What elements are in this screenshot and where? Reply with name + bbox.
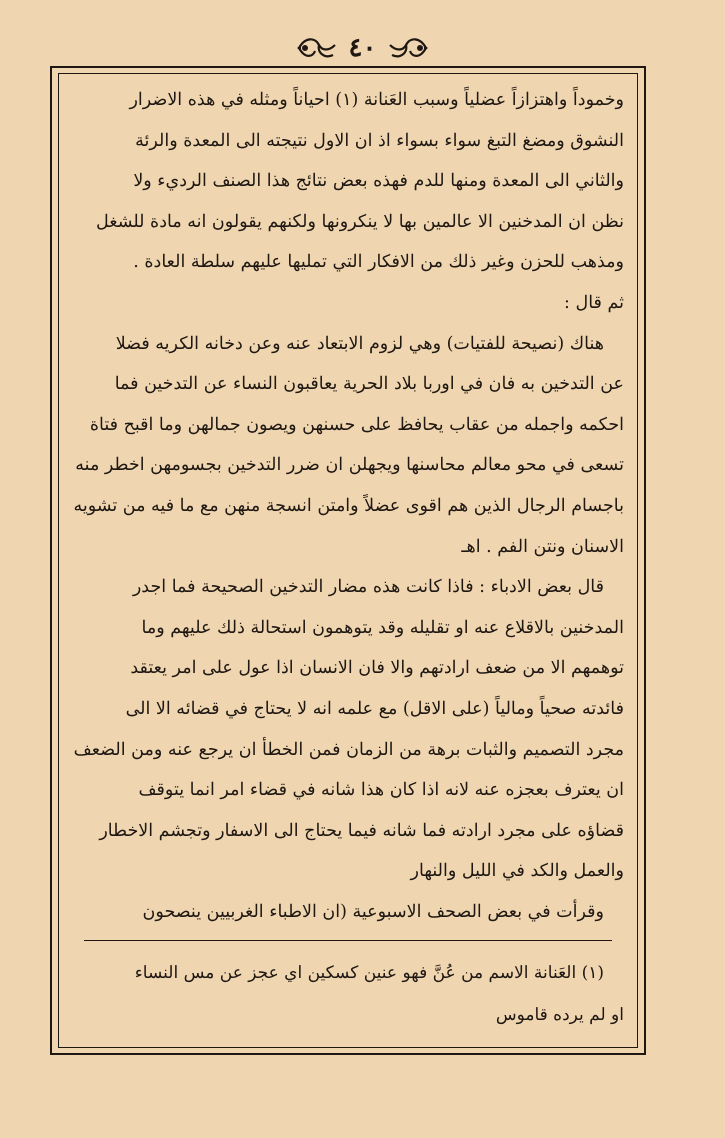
body-line: الاسنان ونتن الفم . اهـ	[461, 536, 624, 557]
body-line: النشوق ومضغ التبغ سواء بسواء اذ ان الاول نتيجته الى المعدة والرئة	[135, 130, 624, 151]
body-text	[68, 80, 624, 932]
body-line: قضاؤه على مجرد ارادته فما شانه فيما يحتاج الى الاسفار وتجشم الاخطار	[99, 820, 624, 841]
footnote-line: او لم يرده قاموس	[495, 1005, 624, 1025]
body-line: هناك (نصيحة للفتيات) وهي لزوم الابتعاد عنه وعن دخانه الكريه فضلا	[115, 333, 604, 354]
body-line: ثم قال :	[564, 292, 624, 313]
body-line: نظن ان المدخنين الا عالمين بها لا ينكرونها ولكنهم يقولون انه مادة للشغل	[96, 211, 624, 232]
body-line: باجسام الرجال الذين هم اقوى عضلاً وامتن انسجة منهن مع ما فيه من تشويه	[73, 495, 624, 516]
body-line: مجرد التصميم والثبات برهة من الزمان فمن الخطأ ان يرجع عنه ومن الضعف	[73, 739, 624, 760]
body-line: وقرأت في بعض الصحف الاسبوعية (ان الاطباء الغربيين ينصحون	[142, 901, 604, 922]
ornament-right-icon	[295, 33, 339, 63]
footnote-separator	[84, 940, 612, 941]
body-line: ومذهب للحزن وغير ذلك من الافكار التي تمليها عليهم سلطة العادة .	[133, 252, 624, 273]
body-line: والعمل والكد في الليل والنهار	[410, 861, 624, 882]
body-line: احكمه واجمله من عقاب يحافظ على حسنهن ويصون جمالهن وما اقبح فتاة	[89, 414, 624, 435]
body-line: توهمهم الا من ضعف ارادتهم والا فان الانسان اذا عول على امر يعتقد	[130, 658, 624, 679]
body-line: وخموداً واهتزازاً عضلياً وسبب العَنانة (١) احياناً ومثله في هذه الاضرار	[129, 90, 624, 110]
body-line: والثاني الى المعدة ومنها للدم فهذه بعض نتائج هذا الصنف الرديء ولا	[133, 171, 624, 192]
body-line: عن التدخين به فان في اوربا بلاد الحرية يعاقبون النساء عن التدخين فما	[114, 374, 624, 395]
body-line: المدخنين بالاقلاع عنه او تقليله وقد يتوهمون استحالة ذلك عليهم وما	[141, 617, 624, 638]
ornament-left-icon	[386, 33, 430, 63]
footnote	[68, 952, 624, 1036]
footnote-line: (١) العَنانة الاسم من عُنَّ فهو عنين كسكين اي عجز عن مس النساء	[134, 963, 604, 983]
body-line: ان يعترف بعجزه عنه لانه اذا كان هذا شانه في قضاء امر انما يتوقف	[138, 780, 624, 801]
body-line: قال بعض الادباء : فاذا كانت هذه مضار التدخين الصحيحة فما اجدر	[132, 577, 604, 598]
body-line: فائدته صحياً ومالياً (على الاقل) مع علمه انه لا يحتاج في قضائه الا الى	[125, 698, 624, 719]
body-line: تسعى في محو معالم محاسنها ويجهلن ان ضرر التدخين بجسومهن اخطر منه	[75, 455, 624, 476]
page-header	[0, 28, 725, 68]
page-number: ٤٠	[348, 33, 377, 63]
